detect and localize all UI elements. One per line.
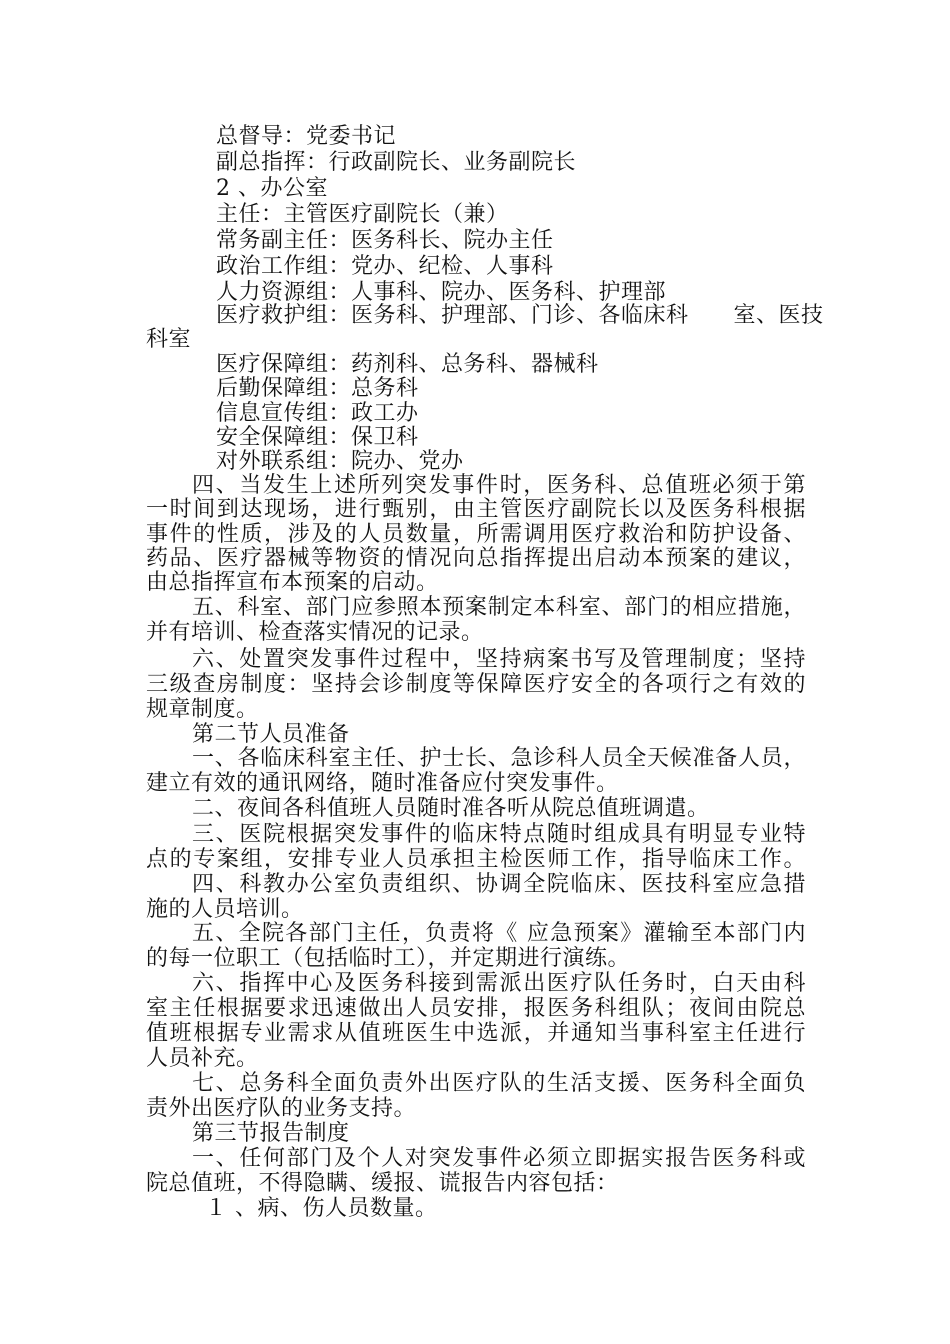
text-line: 并有培训、检查落实情况的记录。 <box>146 620 484 645</box>
text-line: 主任：主管医疗副院长（兼） <box>216 202 509 227</box>
text-line: 三级查房制度：坚持会诊制度等保障医疗安全的各项行之有效的 <box>146 672 806 697</box>
text-line: 医疗保障组：药剂科、总务科、器械科 <box>216 352 599 377</box>
text-line: 一、任何部门及个人对突发事件必须立即据实报告医务科或 <box>192 1146 806 1171</box>
text-line: 人员补充。 <box>146 1046 259 1071</box>
text-line: 政治工作组：党办、纪检、人事科 <box>216 254 554 279</box>
text-line: 六、处置突发事件过程中，坚持病案书写及管理制度；坚持 <box>192 647 806 672</box>
text-line: 安全保障组：保卫科 <box>216 425 419 450</box>
text-line: 建立有效的通讯网络，随时准备应付突发事件。 <box>146 771 619 796</box>
text-line: 药品、医疗器械等物资的情况向总指挥提出启动本预案的建议， <box>146 546 806 571</box>
text-line: 人力资源组：人事科、院办、医务科、护理部 <box>216 280 667 305</box>
text-line: 科室 <box>146 327 192 352</box>
text-line: 二、夜间各科值班人员随时准各听从院总值班调遣。 <box>192 796 710 821</box>
section-heading: 第二节人员准备 <box>192 722 350 747</box>
text-line: 四、当发生上述所列突发事件时，医务科、总值班必须于第 <box>192 473 806 498</box>
text-line: 四、科教办公室负责组织、协调全院临床、医技科室应急措 <box>192 872 806 897</box>
text-line: 副总指挥：行政副院长、业务副院长 <box>216 150 577 175</box>
text-line: 六、指挥中心及医务科接到需派出医疗队任务时，白天由科 <box>192 971 806 996</box>
text-line: 事件的性质，涉及的人员数量，所需调用医疗救治和防护设备、 <box>146 522 806 547</box>
text-line: 规章制度。 <box>146 697 259 722</box>
text-line: 三、医院根据突发事件的临床特点随时组成具有明显专业特 <box>192 822 806 847</box>
text-line: 院总值班，不得隐瞒、缓报、谎报告内容包括： <box>146 1171 619 1196</box>
text-line: １ 、病、伤人员数量。 <box>205 1196 438 1221</box>
text-line: 总督导：党委书记 <box>216 124 397 149</box>
text-line: 常务副主任：医务科长、院办主任 <box>216 228 554 253</box>
text-line: 信息宣传组：政工办 <box>216 401 419 426</box>
text-line: 施的人员培训。 <box>146 897 304 922</box>
text-line: 点的专案组，安排专业人员承担主检医师工作，指导临床工作。 <box>146 847 806 872</box>
text-line: 责外出医疗队的业务支持。 <box>146 1096 417 1121</box>
text-line: 后勤保障组：总务科 <box>216 376 419 401</box>
text-line: 室主任根据要求迅速做出人员安排，报医务科组队；夜间由院总 <box>146 996 806 1021</box>
text-line: 2 、办公室 <box>216 176 328 201</box>
text-line: 七、总务科全面负责外出医疗队的生活支援、医务科全面负 <box>192 1071 806 1096</box>
text-line: 医疗救护组：医务科、护理部、门诊、各临床科 室、医技 <box>216 303 824 328</box>
text-line: 一时间到达现场，进行甄别，由主管医疗副院长以及医务科根据 <box>146 497 806 522</box>
text-line: 对外联系组：院办、党办 <box>216 449 464 474</box>
section-heading: 第三节报告制度 <box>192 1121 350 1146</box>
text-line: 五、科室、部门应参照本预案制定本科室、部门的相应措施， <box>192 595 806 620</box>
text-line: 五、全院各部门主任，负责将《 应急预案》灌输至本部门内 <box>192 921 806 946</box>
text-line: 一、各临床科室主任、护士长、急诊科人员全天候准备人员， <box>192 746 806 771</box>
text-line: 值班根据专业需求从值班医生中选派，并通知当事科室主任进行 <box>146 1021 806 1046</box>
text-line: 的每一位职工（包括临时工），并定期进行演练。 <box>146 946 631 971</box>
text-line: 由总指挥宣布本预案的启动。 <box>146 570 439 595</box>
